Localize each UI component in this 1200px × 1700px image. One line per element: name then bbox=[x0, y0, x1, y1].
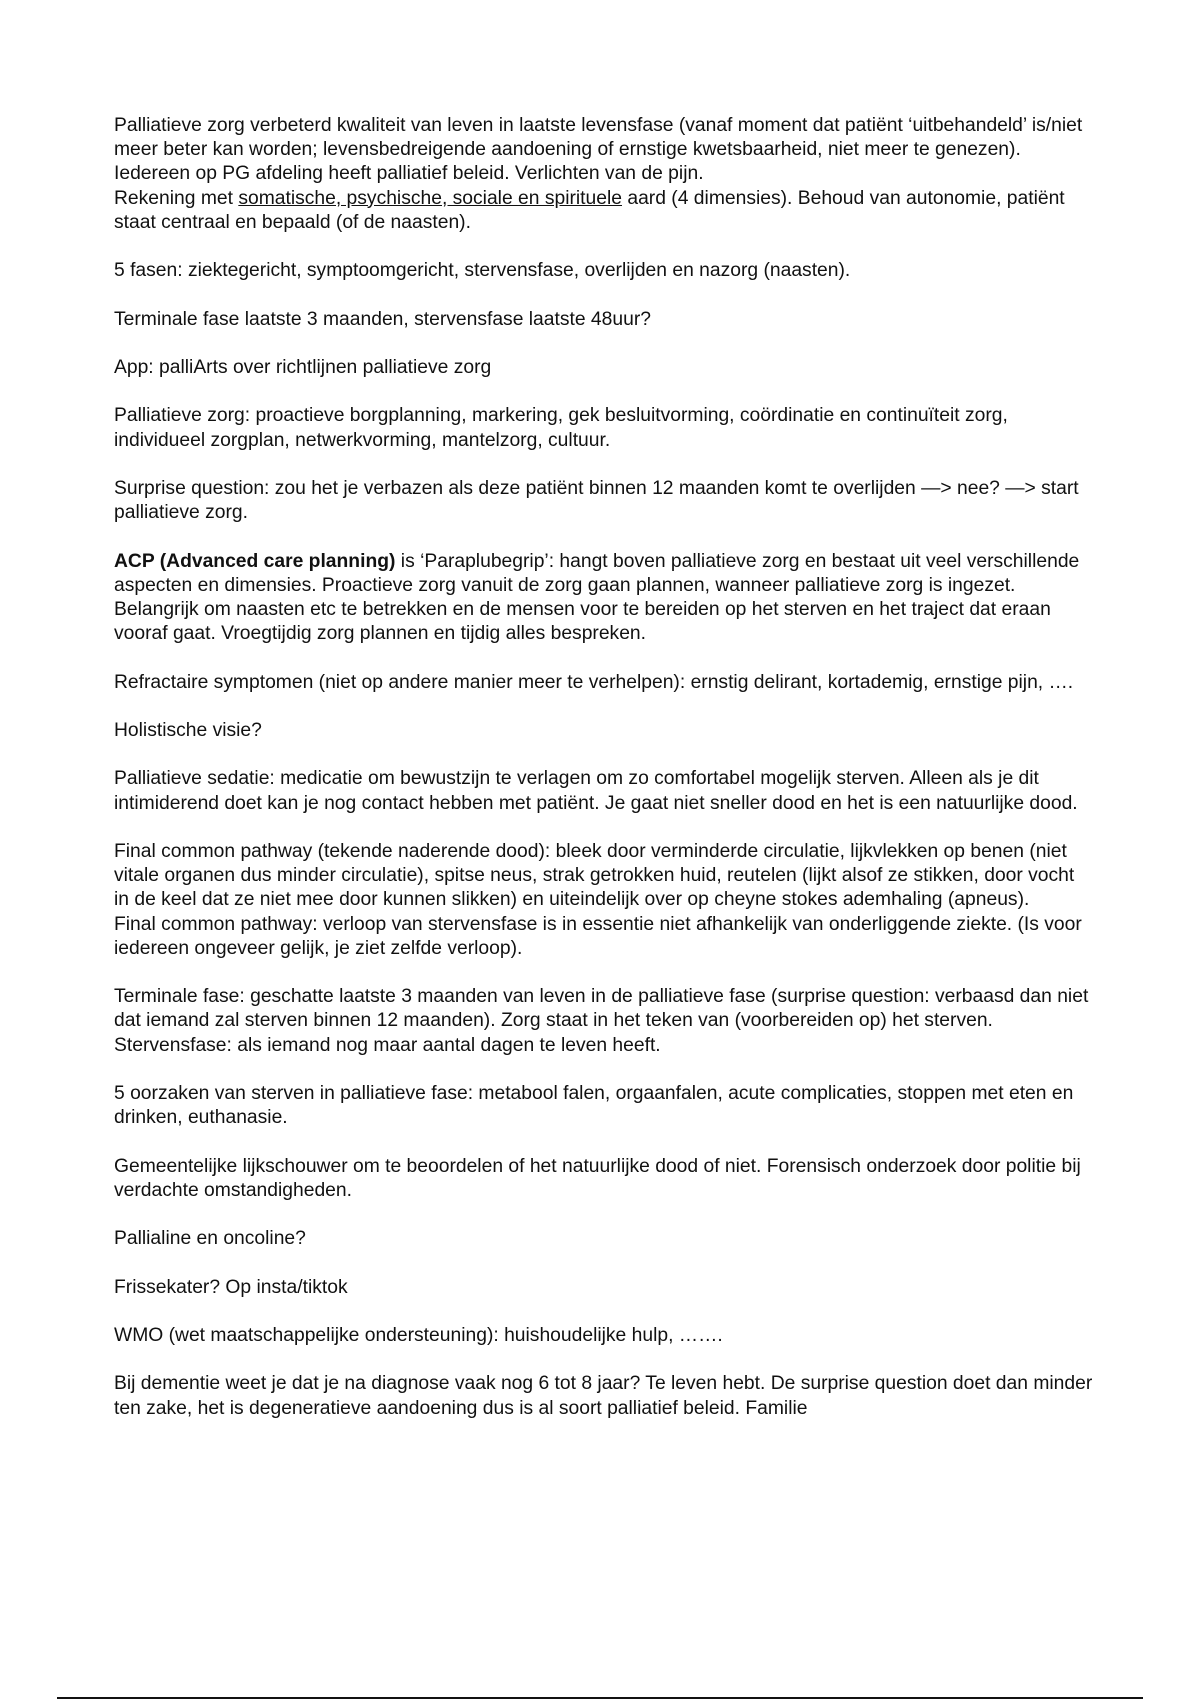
paragraph-dementia: Bij dementie weet je dat je na diagnose vaak nog 6 tot 8 jaar? Te leven hebt. De surprise question doet dan minder ten zake, het is degeneratieve aandoening dus is al soort palliatief beleid. Familie bbox=[114, 1373, 1093, 1419]
document-body bbox=[114, 114, 1094, 1421]
paragraph-five-phases: 5 fasen: ziektegericht, symptoomgericht, stervensfase, overlijden en nazorg (naasten). bbox=[114, 260, 851, 282]
paragraph-palliative-care-components: Palliatieve zorg: proactieve borgplanning, markering, gek besluitvorming, coördinatie en continuïteit zorg, individueel zorgplan, netwerkvorming, mantelzorg, cultuur. bbox=[114, 405, 1008, 451]
acp-text: is ‘Paraplubegrip’: hangt boven palliatieve zorg en bestaat uit veel verschillende aspecten en dimensies. Proactieve zorg vanuit de zorg gaan plannen, wanneer palliatieve zorg is ingezet. Belangrijk om naasten etc te betrekken en de mensen voor te bereiden op het sterven en het traject dat eraan vooraf gaat. Vroegtijdig zorg plannen en tijdig alles bespreken. bbox=[114, 550, 1080, 645]
paragraph-terminal-phase-question: Terminale fase laatste 3 maanden, stervensfase laatste 48uur? bbox=[114, 308, 651, 330]
paragraph-dimensions bbox=[114, 187, 1094, 235]
paragraph-terminal-phase: Terminale fase: geschatte laatste 3 maanden van leven in de palliatieve fase (surprise question: verbaasd dan niet dat iemand zal sterven binnen 12 maanden). Zorg staat in het teken van (voorbereiden op) het sterven. bbox=[114, 986, 1089, 1032]
paragraph-dying-phase: Stervensfase: als iemand nog maar aantal dagen te leven heeft. bbox=[114, 1034, 661, 1056]
paragraph-coroner: Gemeentelijke lijkschouwer om te beoordelen of het natuurlijke dood of niet. Forensisch onderzoek door politie bij verdachte omstandigheden. bbox=[114, 1155, 1081, 1201]
dimensions-trail-text: aard (4 dimensies). Behoud van autonomie, patiënt staat centraal en bepaald (of de naasten). bbox=[114, 187, 1065, 233]
paragraph-pallialine: Pallialine en oncoline? bbox=[114, 1228, 306, 1250]
paragraph-final-common-pathway-course: Final common pathway: verloop van stervensfase is in essentie niet afhankelijk van onderliggende ziekte. (Is voor iedereen ongeveer gelijk, je ziet zelfde verloop). bbox=[114, 913, 1082, 959]
paragraph-wmo: WMO (wet maatschappelijke ondersteuning): huishoudelijke hulp, ……. bbox=[114, 1324, 723, 1346]
paragraph-palliative-sedation: Palliatieve sedatie: medicatie om bewustzijn te verlagen om zo comfortabel mogelijk sterven. Alleen als je dit intimiderend doet kan je nog contact hebben met patiënt. Je gaat niet sneller dood en het is een natuurlijke dood. bbox=[114, 768, 1078, 814]
dimensions-underlined-text: somatische, psychische, sociale en spirituele bbox=[238, 187, 622, 209]
paragraph-holistic-view: Holistische visie? bbox=[114, 719, 262, 741]
paragraph-app: App: palliArts over richtlijnen palliatieve zorg bbox=[114, 356, 492, 378]
paragraph-refractory-symptoms: Refractaire symptomen (niet op andere manier meer te verhelpen): ernstig delirant, kortademig, ernstige pijn, …. bbox=[114, 671, 1074, 693]
paragraph-frissekater: Frissekater? Op insta/tiktok bbox=[114, 1276, 348, 1298]
paragraph-final-common-pathway: Final common pathway (tekende naderende dood): bleek door verminderde circulatie, lijkvlekken op benen (niet vitale organen dus minder circulatie), spitse neus, strak getrokken huid, reutelen (lijkt alsof ze stikken, door vocht in de keel dat ze niet mee door kunnen slikken) en uiteindelijk over op cheyne stokes ademhaling (apneus). bbox=[114, 840, 1075, 911]
footer-divider bbox=[57, 1697, 1143, 1699]
acp-heading: ACP (Advanced care planning) bbox=[114, 550, 396, 572]
dimensions-lead-text: Rekening met bbox=[114, 187, 239, 209]
paragraph-acp bbox=[114, 550, 1094, 647]
paragraph-causes-of-death: 5 oorzaken van sterven in palliatieve fase: metabool falen, orgaanfalen, acute complicaties, stoppen met eten en drinken, euthanasie. bbox=[114, 1082, 1074, 1129]
paragraph-palliatieve-zorg-intro: Palliatieve zorg verbeterd kwaliteit van leven in laatste levensfase (vanaf moment dat patiënt ‘uitbehandeld’ is/niet meer beter kan worden; levensbedreigende aandoening of ernstige kwetsbaarheid, niet meer te genezen). Iedereen op PG afdeling heeft palliatief beleid. Verlichten van de pijn. bbox=[114, 115, 1083, 185]
paragraph-surprise-question: Surprise question: zou het je verbazen als deze patiënt binnen 12 maanden komt te overlijden —> nee? —> start palliatieve zorg. bbox=[114, 477, 1079, 524]
